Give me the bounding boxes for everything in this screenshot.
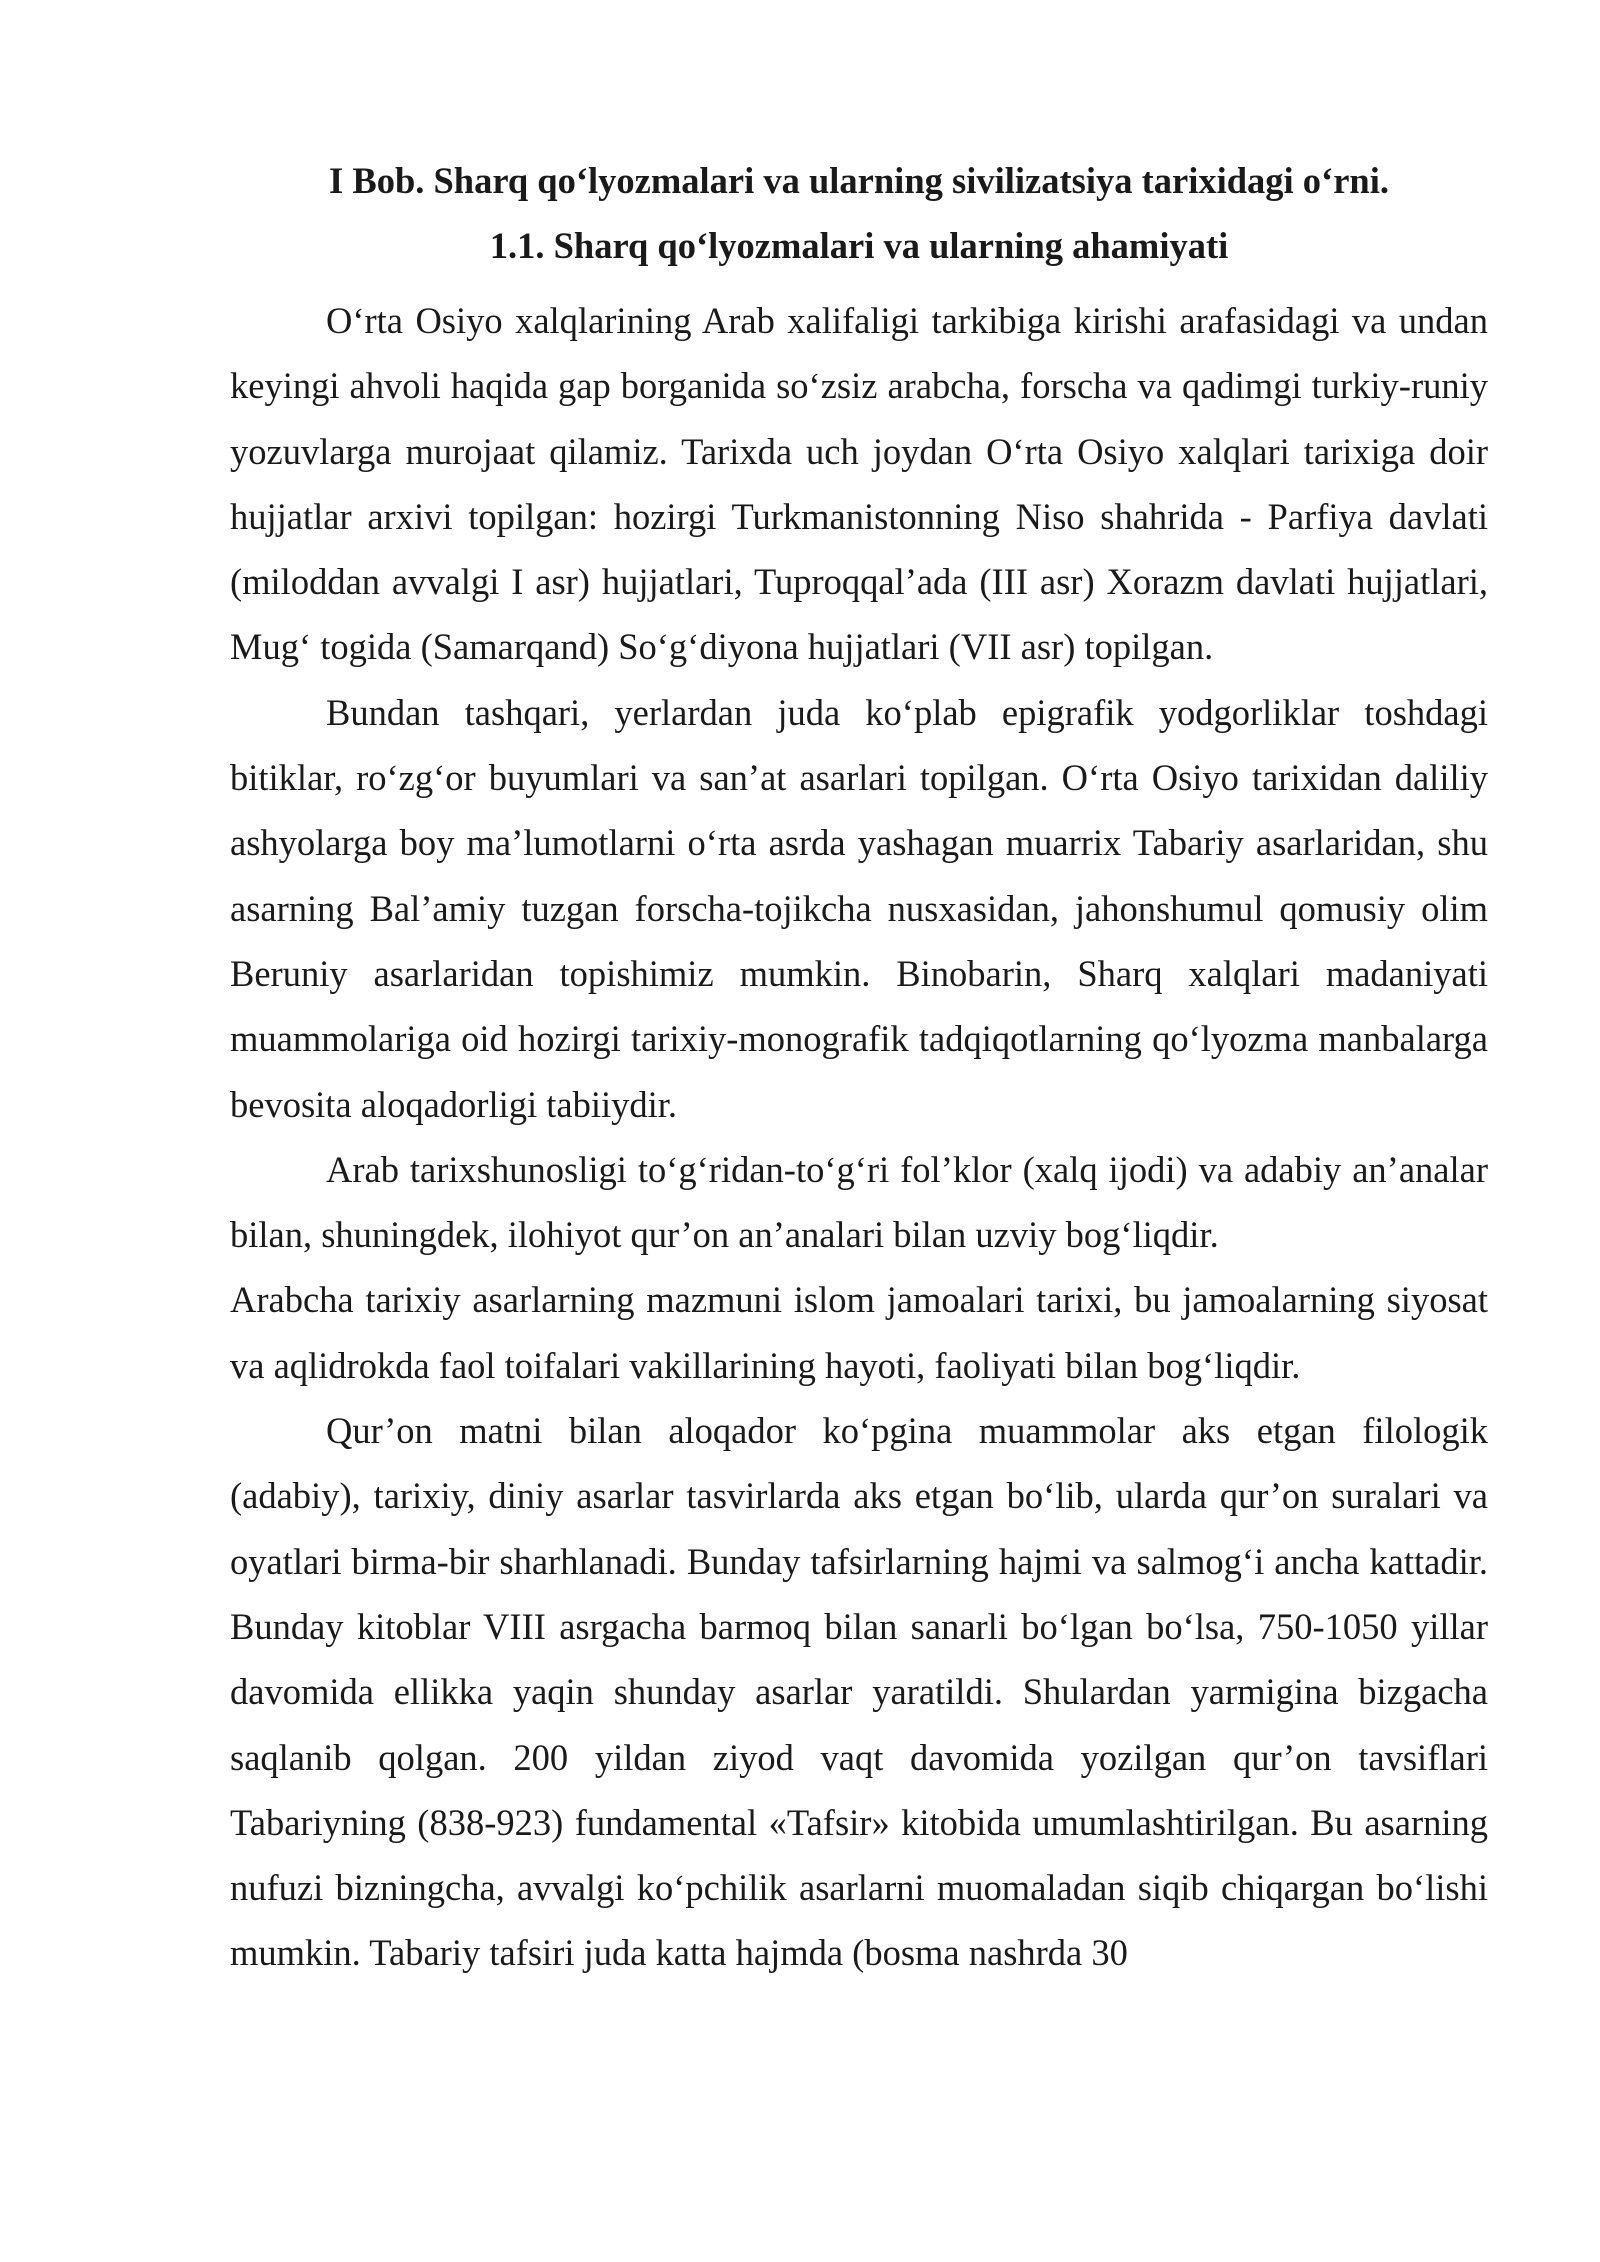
paragraph-2: Bundan tashqari, yerlardan juda ko‘plab epigrafik yodgorliklar toshdagi bitiklar, ro‘zg‘or buyumlari va san’at asarlari topilgan. O‘rta Osiyo tarixidan daliliy ashyolarga boy ma’lumotlarni o‘rta asrda yashagan muarrix Tabariy asarlaridan, shu asarning Bal’amiy tuzgan forscha-tojikcha nusxasidan, jahonshumul qomusiy olim Beruniy asarlaridan topishimiz mumkin. Binobarin, Sharq xalqlari madaniyati muammolariga oid hozirgi tarixiy-monografik tadqiqotlarning qo‘lyozma manbalarga bevosita aloqadorligi tabiiydir. [230, 691, 1488, 1125]
page-content [230, 148, 1488, 1986]
body-text [230, 288, 1488, 1986]
paragraph-3: Arab tarixshunosligi to‘g‘ridan-to‘g‘ri fol’klor (xalq ijodi) va adabiy an’analar bilan, shuningdek, ilohiyot qur’on an’analari bilan uzviy bog‘liqdir. [230, 1148, 1488, 1256]
paragraph-1: O‘rta Osiyo xalqlarining Arab xalifaligi tarkibiga kirishi arafasidagi va undan keyingi ahvoli haqida gap borganida so‘zsiz arabcha, forscha va qadimgi turkiy-runiy yozuvlarga murojaat qilamiz. Tarixda uch joydan O‘rta Osiyo xalqlari tarixiga doir hujjatlar arxivi topilgan: hozirgi Turkmanistonning Niso shahrida - Parfiya davlati (miloddan avvalgi I asr) hujjatlari, Tuproqqal’ada (III asr) Xorazm davlati hujjatlari, Mug‘ togida (Samarqand) So‘g‘diyona hujjatlari (VII asr) topilgan. [230, 300, 1488, 668]
chapter-title: I Bob. Sharq qo‘lyozmalari va ularning sivilizatsiya tarixidagi o‘rni. [329, 160, 1389, 201]
section-title: 1.1. Sharq qo‘lyozmalari va ularning ahamiyati [489, 225, 1229, 266]
paragraph-5: Qur’on matni bilan aloqador ko‘pgina muammolar aks etgan filologik (adabiy), tarixiy, diniy asarlar tasvirlarda aks etgan bo‘lib, ularda qur’on suralari va oyatlari birma-bir sharhlanadi. Bunday tafsirlarning hajmi va salmog‘i ancha kattadir. Bunday kitoblar VIII asrgacha barmoq bilan sanarli bo‘lgan bo‘lsa, 750-1050 yillar davomida ellikka yaqin shunday asarlar yaratildi. Shulardan yarmigina bizgacha saqlanib qolgan. 200 yildan ziyod vaqt davomida yozilgan qur’on tavsiflari Tabariyning (838-923) fundamental «Tafsir» kitobida umumlashtirilgan. Bu asarning nufuzi bizningcha, avvalgi ko‘pchilik asarlarni muomaladan siqib chiqargan bo‘lishi mumkin. Tabariy tafsiri juda katta hajmda (bosma nashrda 30 [230, 1410, 1488, 1974]
paragraph-4: Arabcha tarixiy asarlarning mazmuni islom jamoalari tarixi, bu jamoalarning siyosat va aqlidrokda faol toifalari vakillarining hayoti, faoliyati bilan bog‘liqdir. [230, 1279, 1488, 1386]
